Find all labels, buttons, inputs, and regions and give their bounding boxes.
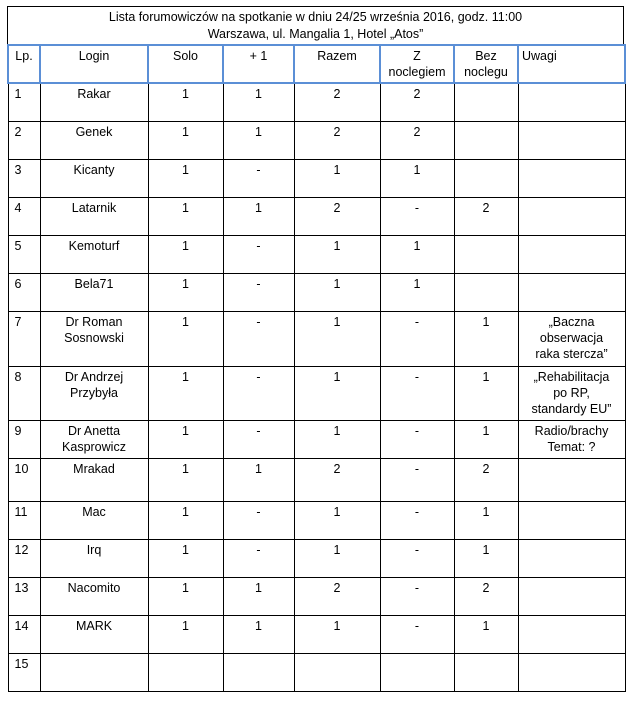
- login-line: Mac: [82, 504, 106, 519]
- document: [7, 6, 624, 692]
- cell-razem: 1: [294, 539, 380, 577]
- table-row: [8, 235, 625, 273]
- document-title: [7, 6, 624, 44]
- cell-z-noclegiem: 1: [380, 235, 454, 273]
- uwagi-line: obserwacja: [539, 330, 604, 345]
- cell-lp: 7: [8, 311, 40, 366]
- cell-lp: 9: [8, 420, 40, 458]
- cell-login: [40, 121, 148, 159]
- cell-lp: 8: [8, 366, 40, 420]
- cell-razem: 2: [294, 197, 380, 235]
- cell-plus1: 1: [223, 615, 294, 653]
- login-line: Sosnowski: [64, 330, 124, 345]
- login-line: Irq: [86, 542, 102, 557]
- table-row: [8, 458, 625, 501]
- cell-z-noclegiem: -: [380, 577, 454, 615]
- cell-bez-noclegu: [454, 235, 518, 273]
- cell-z-noclegiem: -: [380, 311, 454, 366]
- cell-razem: 2: [294, 577, 380, 615]
- cell-bez-noclegu: 1: [454, 615, 518, 653]
- table-row: [8, 501, 625, 539]
- cell-uwagi: [518, 615, 625, 653]
- table-row: [8, 159, 625, 197]
- login-line: Genek: [75, 124, 113, 139]
- cell-uwagi: [518, 235, 625, 273]
- cell-razem: 1: [294, 273, 380, 311]
- cell-login: [40, 159, 148, 197]
- cell-z-noclegiem: -: [380, 420, 454, 458]
- header-bez-noclegu-line2: noclegu: [464, 65, 508, 79]
- login-line: Kicanty: [73, 162, 115, 177]
- cell-uwagi: [518, 83, 625, 121]
- cell-uwagi: [518, 458, 625, 501]
- cell-solo: 1: [148, 420, 223, 458]
- cell-uwagi: [518, 311, 625, 366]
- cell-plus1: -: [223, 159, 294, 197]
- cell-plus1: [223, 653, 294, 691]
- cell-bez-noclegu: 2: [454, 197, 518, 235]
- cell-solo: 1: [148, 501, 223, 539]
- cell-login: [40, 458, 148, 501]
- header-bez-noclegu: [454, 45, 518, 83]
- login-line: Kemoturf: [68, 238, 120, 253]
- table-row: [8, 539, 625, 577]
- cell-razem: 1: [294, 420, 380, 458]
- table-row: [8, 121, 625, 159]
- cell-z-noclegiem: 1: [380, 273, 454, 311]
- cell-z-noclegiem: -: [380, 539, 454, 577]
- login-line: Dr Andrzej: [64, 369, 124, 384]
- cell-plus1: -: [223, 273, 294, 311]
- cell-uwagi: [518, 121, 625, 159]
- header-row: [8, 45, 625, 83]
- cell-login: [40, 420, 148, 458]
- cell-bez-noclegu: 1: [454, 501, 518, 539]
- cell-solo: 1: [148, 197, 223, 235]
- cell-lp: 6: [8, 273, 40, 311]
- uwagi-line: raka stercza”: [535, 346, 608, 361]
- uwagi-line: po RP,: [553, 385, 590, 400]
- cell-lp: 5: [8, 235, 40, 273]
- cell-z-noclegiem: -: [380, 458, 454, 501]
- cell-uwagi: [518, 653, 625, 691]
- title-line-2: Warszawa, ul. Mangalia 1, Hotel „Atos”: [207, 27, 424, 41]
- cell-lp: 11: [8, 501, 40, 539]
- uwagi-line: „Baczna: [548, 314, 595, 329]
- cell-razem: 1: [294, 159, 380, 197]
- cell-plus1: -: [223, 420, 294, 458]
- cell-login: [40, 273, 148, 311]
- cell-razem: 1: [294, 235, 380, 273]
- cell-uwagi: [518, 159, 625, 197]
- header-uwagi: Uwagi: [518, 45, 625, 83]
- cell-uwagi: [518, 501, 625, 539]
- header-z-noclegiem-line2: noclegiem: [388, 65, 446, 79]
- login-line: Kasprowicz: [62, 439, 126, 454]
- cell-uwagi: [518, 539, 625, 577]
- cell-razem: 1: [294, 366, 380, 420]
- cell-login: [40, 366, 148, 420]
- uwagi-line: „Rehabilitacja: [533, 369, 610, 384]
- cell-login: [40, 539, 148, 577]
- cell-razem: 1: [294, 311, 380, 366]
- cell-plus1: -: [223, 235, 294, 273]
- login-line: Latarnik: [71, 200, 117, 215]
- cell-lp: 1: [8, 83, 40, 121]
- cell-lp: 10: [8, 458, 40, 501]
- cell-uwagi: [518, 420, 625, 458]
- cell-plus1: -: [223, 501, 294, 539]
- header-z-noclegiem: [380, 45, 454, 83]
- cell-solo: 1: [148, 458, 223, 501]
- cell-bez-noclegu: 2: [454, 458, 518, 501]
- cell-lp: 12: [8, 539, 40, 577]
- cell-bez-noclegu: 1: [454, 366, 518, 420]
- cell-solo: 1: [148, 615, 223, 653]
- cell-bez-noclegu: 1: [454, 311, 518, 366]
- cell-plus1: 1: [223, 577, 294, 615]
- table-row: [8, 83, 625, 121]
- header-login: Login: [40, 45, 148, 83]
- cell-solo: 1: [148, 121, 223, 159]
- cell-login: [40, 653, 148, 691]
- cell-razem: 2: [294, 458, 380, 501]
- cell-plus1: -: [223, 311, 294, 366]
- attendee-table: [7, 44, 626, 692]
- cell-plus1: -: [223, 539, 294, 577]
- cell-solo: [148, 653, 223, 691]
- cell-z-noclegiem: 1: [380, 159, 454, 197]
- login-line: Nacomito: [67, 580, 121, 595]
- cell-razem: 1: [294, 615, 380, 653]
- cell-login: [40, 577, 148, 615]
- cell-login: [40, 501, 148, 539]
- cell-bez-noclegu: [454, 653, 518, 691]
- cell-solo: 1: [148, 311, 223, 366]
- cell-razem: 1: [294, 501, 380, 539]
- login-line: MARK: [75, 618, 113, 633]
- uwagi-line: standardy EU”: [531, 401, 612, 416]
- cell-razem: 2: [294, 83, 380, 121]
- login-line: Przybyła: [70, 385, 118, 400]
- header-bez-noclegu-line1: Bez: [475, 49, 497, 63]
- cell-uwagi: [518, 273, 625, 311]
- cell-solo: 1: [148, 83, 223, 121]
- uwagi-line: Radio/brachy: [534, 423, 609, 438]
- cell-lp: 13: [8, 577, 40, 615]
- header-solo: Solo: [148, 45, 223, 83]
- login-line: Bela71: [74, 276, 114, 291]
- cell-lp: 15: [8, 653, 40, 691]
- cell-plus1: 1: [223, 83, 294, 121]
- cell-solo: 1: [148, 159, 223, 197]
- cell-z-noclegiem: 2: [380, 121, 454, 159]
- cell-z-noclegiem: -: [380, 501, 454, 539]
- cell-lp: 2: [8, 121, 40, 159]
- cell-solo: 1: [148, 235, 223, 273]
- table-row: [8, 366, 625, 420]
- cell-bez-noclegu: [454, 121, 518, 159]
- header-z-noclegiem-line1: Z: [413, 49, 421, 63]
- cell-z-noclegiem: -: [380, 615, 454, 653]
- login-line: Dr Roman: [65, 314, 123, 329]
- cell-solo: 1: [148, 273, 223, 311]
- table-row: [8, 197, 625, 235]
- cell-bez-noclegu: 2: [454, 577, 518, 615]
- cell-bez-noclegu: [454, 159, 518, 197]
- table-row: [8, 577, 625, 615]
- cell-plus1: 1: [223, 197, 294, 235]
- cell-login: [40, 197, 148, 235]
- cell-razem: 2: [294, 121, 380, 159]
- cell-z-noclegiem: 2: [380, 83, 454, 121]
- cell-uwagi: [518, 197, 625, 235]
- cell-lp: 14: [8, 615, 40, 653]
- header-lp: Lp.: [8, 45, 40, 83]
- cell-login: [40, 235, 148, 273]
- cell-plus1: 1: [223, 121, 294, 159]
- cell-z-noclegiem: -: [380, 197, 454, 235]
- table-row: [8, 420, 625, 458]
- cell-solo: 1: [148, 577, 223, 615]
- login-line: Mrakad: [73, 461, 115, 476]
- cell-z-noclegiem: [380, 653, 454, 691]
- cell-z-noclegiem: -: [380, 366, 454, 420]
- cell-bez-noclegu: 1: [454, 539, 518, 577]
- cell-plus1: 1: [223, 458, 294, 501]
- table-body: [8, 83, 625, 691]
- cell-solo: 1: [148, 366, 223, 420]
- table-row: [8, 273, 625, 311]
- uwagi-line: Temat: ?: [547, 439, 596, 454]
- cell-login: [40, 311, 148, 366]
- cell-bez-noclegu: [454, 83, 518, 121]
- cell-lp: 4: [8, 197, 40, 235]
- cell-razem: [294, 653, 380, 691]
- table-row: [8, 615, 625, 653]
- cell-uwagi: [518, 366, 625, 420]
- cell-lp: 3: [8, 159, 40, 197]
- cell-plus1: -: [223, 366, 294, 420]
- header-plus1: + 1: [223, 45, 294, 83]
- cell-bez-noclegu: 1: [454, 420, 518, 458]
- header-razem: Razem: [294, 45, 380, 83]
- cell-login: [40, 615, 148, 653]
- cell-uwagi: [518, 577, 625, 615]
- login-line: Dr Anetta: [67, 423, 121, 438]
- login-line: Rakar: [77, 87, 111, 101]
- cell-solo: 1: [148, 539, 223, 577]
- cell-bez-noclegu: [454, 273, 518, 311]
- table-row: [8, 311, 625, 366]
- table-row: [8, 653, 625, 691]
- cell-login: [40, 83, 148, 121]
- title-line-1: Lista forumowiczów na spotkanie w dniu 24/25 września 2016, godz. 11:00: [108, 10, 523, 24]
